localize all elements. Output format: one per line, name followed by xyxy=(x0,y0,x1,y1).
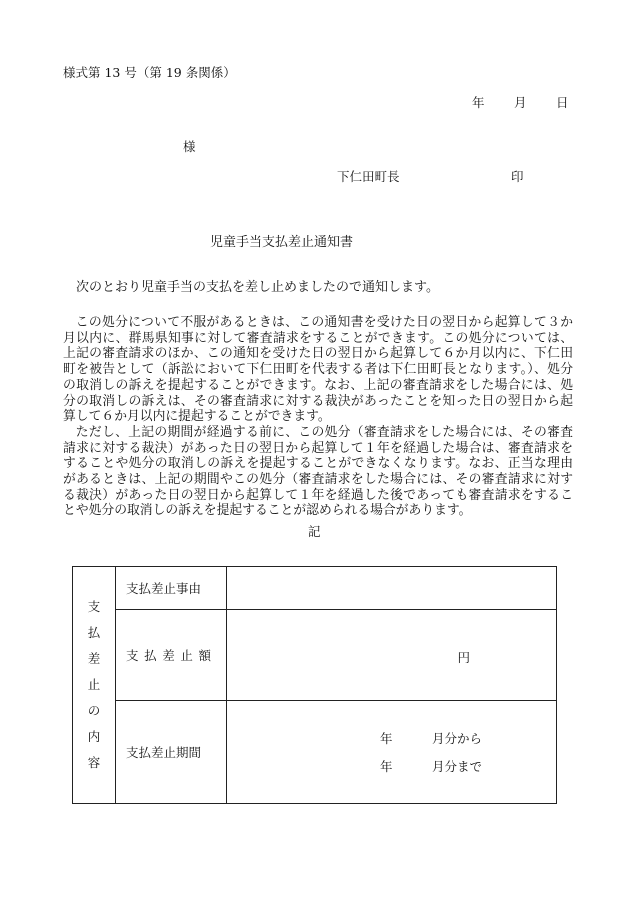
side-char: 払 xyxy=(87,625,101,640)
date-month: 月 xyxy=(514,95,527,110)
suspension-content-label xyxy=(73,567,116,804)
date-day: 日 xyxy=(556,95,569,110)
side-char: 内 xyxy=(87,729,101,744)
form-number: 様式第 13 号（第 19 条関係） xyxy=(63,65,236,80)
amount-value xyxy=(227,609,557,701)
appeal-paragraph-1: この処分について不服があるときは、この通知書を受けた日の翌日から起算して３か月以内に、群馬県知事に対して審査請求をすることができます。この処分については、上記の審査請求のほか、この通知を受けた日の翌日から起算して６か月以内に、下仁田町を被告として（訴訟において下仁田町を代表する者は下仁田町長となります。）、処分の取消しの訴えを提起することができます。なお、上記の審査請求をした場合には、処分の取消しの訴えは、その審査請求に対する裁決があったことを知った日の翌日から起算して６か月以内に提起することができます。 xyxy=(63,315,573,425)
intro-text: 次のとおり児童手当の支払を差し止めましたので通知します。 xyxy=(76,280,439,295)
seal-mark: 印 xyxy=(511,169,524,184)
document-title: 児童手当支払差止通知書 xyxy=(210,235,354,250)
appeal-paragraph-2: ただし、上記の期間が経過する前に、この処分（審査請求をした場合には、その審査請求に対する裁決）があった日の翌日から起算して１年を経過した場合は、審査請求をすることや処分の取消しの訴えを提起することができなくなります。なお、正当な理由があるときは、上記の期間やこの処分（審査請求をした場合には、その審査請求に対する裁決）があった日の翌日から起算して１年を経過した後であっても審査請求をすることや処分の取消しの訴えを提起することが認められる場合があります。 xyxy=(63,424,573,519)
side-char: の xyxy=(87,703,101,718)
amount-label: 支払差止額 xyxy=(116,609,227,701)
side-char: 止 xyxy=(87,677,101,692)
appeal-notice xyxy=(63,315,573,519)
suspension-details-table xyxy=(72,566,557,804)
ki-heading: 記 xyxy=(308,524,321,539)
side-char: 差 xyxy=(87,651,101,666)
reason-label: 支払差止事由 xyxy=(116,567,227,610)
sender-block xyxy=(337,167,524,185)
side-char: 容 xyxy=(87,755,101,770)
period-from xyxy=(380,729,482,747)
period-from-month: 月分から xyxy=(432,731,483,747)
date-year: 年 xyxy=(472,95,485,110)
period-to-month: 月分まで xyxy=(432,759,483,775)
date-line xyxy=(472,93,569,111)
period-to xyxy=(380,757,482,775)
period-value xyxy=(227,701,557,804)
reason-value xyxy=(227,567,557,610)
amount-unit: 円 xyxy=(457,649,470,665)
recipient-suffix: 様 xyxy=(183,139,196,154)
period-to-year: 年 xyxy=(380,759,393,775)
side-char: 支 xyxy=(87,599,101,614)
period-from-year: 年 xyxy=(380,731,393,747)
period-label: 支払差止期間 xyxy=(116,701,227,804)
sender-name: 下仁田町長 xyxy=(337,169,400,184)
